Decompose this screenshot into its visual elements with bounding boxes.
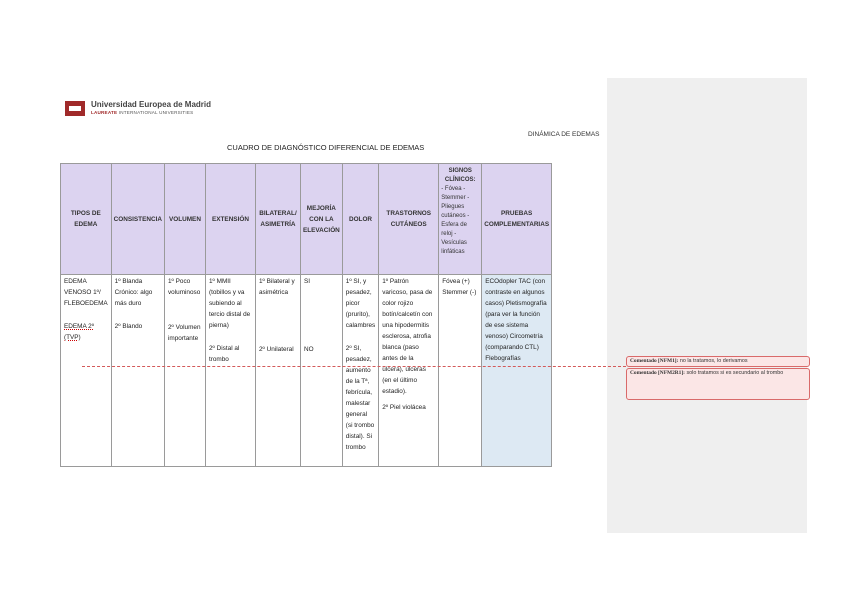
logo-name: Universidad Europea de Madrid	[91, 100, 212, 109]
header-extension: EXTENSIÓN	[205, 164, 255, 275]
cell-mejoria: SI NO	[300, 275, 342, 467]
page-title: CUADRO DE DIAGNÓSTICO DIFERENCIAL DE EDEMAS	[227, 143, 425, 152]
diagnosis-table	[60, 163, 552, 467]
header-consistencia: CONSISTENCIA	[111, 164, 164, 275]
comment-bubble[interactable]: Comentado [NFM1]: no la tratamos, lo derivamos	[626, 356, 810, 367]
logo-mark-icon	[65, 101, 85, 116]
header-trastornos: TRASTORNOS CUTÁNEOS	[379, 164, 439, 275]
table-row	[61, 275, 552, 467]
cell-dolor: 1º SI, y pesadez, picor (prurito), calambres 2º SI, pesadez, aumento de la Tª, febrícula, malestar general (si trombo distal). Si trombo	[342, 275, 378, 467]
tipo-tvp-commented[interactable]: EDEMA 2º (TVP)	[64, 323, 95, 341]
cell-consistencia: 1º Blanda Crónico: algo más duro 2º Blando	[111, 275, 164, 467]
cell-pruebas: ECOdopler TAC (con contraste en algunos casos) Pletismografía (para ver la función de ese sistema venoso) Circometría (comparando CTL) Flebografías	[482, 275, 552, 467]
header-signos	[439, 164, 482, 275]
table-header-row	[61, 164, 552, 275]
cell-volumen: 1º Poco voluminoso 2º Volumen importante	[164, 275, 205, 467]
header-dolor: DOLOR	[342, 164, 378, 275]
logo-subtitle: LAUREATE INTERNATIONAL UNIVERSITIES	[91, 110, 194, 115]
header-bilateral: BILATERAL/ ASIMETRÍA	[255, 164, 300, 275]
university-logo	[65, 99, 235, 119]
comment-bubble-reply[interactable]: Comentado [NFM2R1]: solo tratamos si es secundario al trombo	[626, 368, 810, 400]
cell-tipo: EDEMA VENOSO 1º/ FLEBOEDEMA EDEMA 2º (TVP)	[61, 275, 112, 467]
signos-title: SIGNOS CLÍNICOS:	[444, 168, 476, 183]
signos-list: - Fóvea - Stemmer - Pliegues cutáneos - Esfera de reloj - Vesículas linfáticas	[441, 186, 470, 255]
header-mejoria: MEJORÍA CON LA ELEVACIÓN	[300, 164, 342, 275]
comments-pane	[607, 78, 807, 533]
cell-trastornos: 1º Patrón varicoso, pasa de color rojizo botín/calcetín con una hipodermitis esclerosa, atrofia blanca (paso antes de la úlcera), úlceras (en el último estadio). 2º Piel violácea	[379, 275, 439, 467]
cell-extension: 1º MMII (tobillos y va subiendo al tercio distal de pierna) 2º Distal al trombo	[205, 275, 255, 467]
cell-bilateral: 1º Bilateral y asimétrica 2º Unilateral	[255, 275, 300, 467]
cell-signos: Fóvea (+) Stemmer (-)	[439, 275, 482, 467]
header-tipos: TIPOS DE EDEMA	[61, 164, 112, 275]
header-pruebas: PRUEBAS COMPLEMENTARIAS	[482, 164, 552, 275]
document-subtitle: DINÁMICA DE EDEMAS	[528, 131, 600, 138]
header-volumen: VOLUMEN	[164, 164, 205, 275]
comment-leader-line	[82, 366, 626, 367]
